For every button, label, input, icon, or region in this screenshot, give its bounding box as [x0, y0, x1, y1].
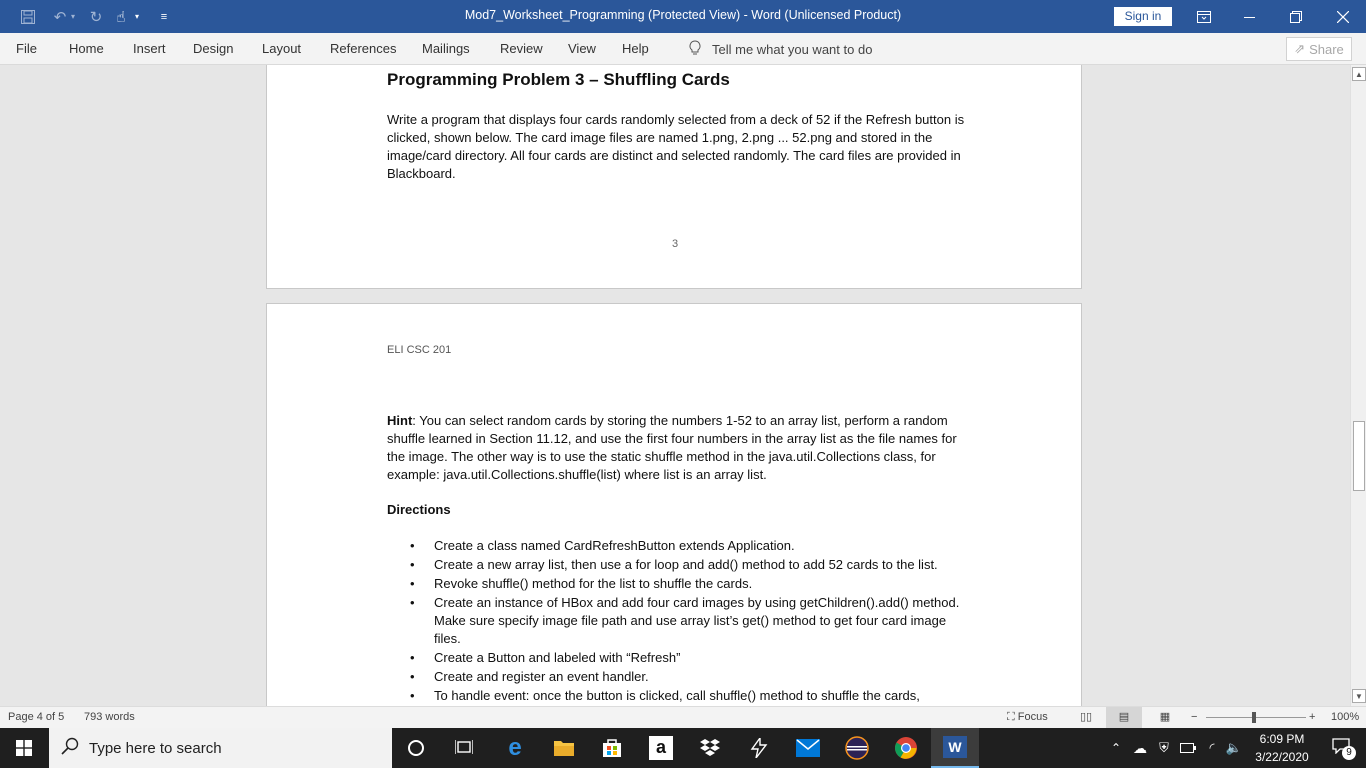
window-title: Mod7_Worksheet_Programming (Protected View) - Word (Unlicensed Product)	[464, 8, 902, 22]
title-bar	[0, 0, 1366, 33]
lightbulb-icon	[688, 40, 702, 59]
store-icon[interactable]	[588, 728, 636, 768]
print-layout-icon[interactable]: ▤	[1106, 707, 1142, 728]
list-item: • Create an instance of HBox and add four card images by using getChildren().add() method. Make sure specify image file path and use array list’s get() method to get four card image files.	[387, 594, 967, 648]
customize-toolbar-icon[interactable]: ≡	[160, 10, 168, 23]
problem-paragraph: Write a program that displays four cards randomly selected from a deck of 52 if the Refresh button is clicked, shown below. The card image files are named 1.png, 2.png ... 52.png and stored in the image/card directory. All four cards are distinct and selected randomly. The card files are provided in Blackboard.	[387, 112, 965, 181]
tab-insert[interactable]: Insert	[133, 41, 166, 56]
page-count[interactable]: Page 4 of 5	[8, 711, 65, 723]
battery-icon[interactable]	[1176, 728, 1200, 768]
share-label: Share	[1309, 41, 1344, 57]
scroll-up-icon[interactable]: ▲	[1352, 67, 1366, 81]
word-count[interactable]: 793 words	[84, 711, 135, 723]
tab-layout[interactable]: Layout	[262, 41, 302, 56]
ribbon-display-options-icon[interactable]	[1181, 0, 1227, 33]
page-4	[266, 303, 1082, 706]
directions-heading: Directions	[387, 502, 451, 517]
app-lightning-icon[interactable]	[735, 728, 783, 768]
list-item: • To handle event: once the button is clicked, call shuffle() method to shuffle the cards,	[387, 687, 967, 705]
search-icon	[61, 737, 79, 759]
edge-icon[interactable]: e	[508, 734, 522, 761]
show-hidden-icons-icon[interactable]: ⌃	[1110, 741, 1122, 755]
scroll-down-icon[interactable]: ▼	[1352, 689, 1366, 703]
task-view-icon[interactable]	[440, 728, 488, 768]
zoom-in-icon[interactable]: +	[1309, 711, 1316, 723]
cortana-icon[interactable]	[392, 728, 440, 768]
word-icon[interactable]: W	[931, 728, 979, 768]
focus-label: Focus	[1017, 711, 1048, 723]
read-mode-icon[interactable]: ▯▯	[1079, 711, 1093, 723]
taskbar-search-input[interactable]	[49, 728, 392, 768]
eclipse-icon[interactable]	[833, 728, 881, 768]
tab-home[interactable]: Home	[69, 41, 104, 56]
tell-me-search[interactable]	[688, 33, 872, 65]
security-icon[interactable]: ⛨	[1159, 740, 1169, 755]
focus-icon: ⛶	[1007, 711, 1015, 723]
ribbon	[0, 33, 1366, 65]
save-icon[interactable]	[14, 0, 42, 33]
zoom-level[interactable]: 100%	[1331, 711, 1360, 723]
onedrive-icon[interactable]: ☁	[1133, 739, 1147, 756]
page-3	[266, 65, 1082, 289]
share-button[interactable]	[1286, 37, 1352, 61]
page-number: 3	[671, 238, 679, 250]
touch-dropdown-icon[interactable]: ▾	[134, 12, 139, 21]
redo-icon[interactable]: ↻	[89, 8, 103, 26]
web-layout-icon[interactable]: ▦	[1159, 711, 1171, 723]
share-icon: ⇗	[1294, 41, 1306, 56]
tab-design[interactable]: Design	[193, 41, 234, 56]
zoom-slider-thumb[interactable]	[1252, 712, 1256, 723]
tab-view[interactable]: View	[568, 41, 596, 56]
clock-time: 6:09 PM	[1259, 732, 1305, 746]
mail-icon[interactable]	[784, 728, 832, 768]
list-item: • Revoke shuffle() method for the list to shuffle the cards.	[387, 575, 967, 593]
dropbox-icon[interactable]	[686, 728, 734, 768]
undo-icon[interactable]: ↶	[53, 8, 67, 26]
wifi-icon[interactable]: ◜	[1209, 740, 1215, 755]
hint-paragraph	[387, 412, 967, 484]
restore-icon[interactable]	[1273, 0, 1319, 33]
scroll-thumb[interactable]	[1353, 421, 1365, 491]
tell-me-label: Tell me what you want to do	[712, 41, 873, 57]
close-icon[interactable]	[1320, 0, 1366, 33]
volume-icon[interactable]: 🔈	[1225, 740, 1243, 755]
list-item: • Create a new array list, then use a for loop and add() method to add 52 cards to the list.	[387, 556, 967, 574]
document-canvas[interactable]	[0, 65, 1350, 706]
zoom-slider[interactable]	[1206, 717, 1306, 718]
touch-mode-icon[interactable]: ☝	[116, 8, 126, 26]
page-heading: Programming Problem 3 – Shuffling Cards	[387, 70, 730, 89]
zoom-out-icon[interactable]: −	[1191, 711, 1198, 723]
focus-button[interactable]	[1007, 707, 1057, 728]
undo-dropdown-icon[interactable]: ▾	[70, 12, 75, 21]
directions-list	[387, 537, 967, 706]
chrome-icon[interactable]	[882, 728, 930, 768]
taskbar	[0, 728, 1366, 768]
list-item: • Create a Button and labeled with “Refresh”	[387, 649, 967, 667]
system-clock[interactable]	[1244, 728, 1320, 768]
notification-badge: 9	[1342, 746, 1356, 760]
vertical-scrollbar[interactable]	[1350, 65, 1366, 706]
page-header: ELI CSC 201	[387, 344, 452, 356]
list-item: • Create and register an event handler.	[387, 668, 967, 686]
tab-review[interactable]: Review	[500, 41, 543, 56]
file-explorer-icon[interactable]	[540, 728, 588, 768]
action-center-icon[interactable]	[1318, 728, 1366, 768]
clock-date: 3/22/2020	[1255, 750, 1309, 764]
status-bar	[0, 706, 1366, 728]
hint-text: : You can select random cards by storing the numbers 1-52 to an array list, perform a random shuffle learned in Section 11.12, and use the first four numbers in the array list as the file names for the image. The other way is to use the static shuffle method in the java.util.Collections class, for example: java.util.Collections.shuffle(list) where list is an array list.	[387, 413, 957, 482]
amazon-icon[interactable]: a	[637, 728, 685, 768]
tab-file[interactable]: File	[16, 41, 37, 56]
windows-start-icon[interactable]	[0, 728, 48, 768]
tab-help[interactable]: Help	[622, 41, 649, 56]
tab-references[interactable]: References	[330, 41, 397, 56]
hint-label: Hint	[387, 413, 413, 428]
list-item: • Create a class named CardRefreshButton extends Application.	[387, 537, 967, 555]
sign-in-button[interactable]: Sign in	[1114, 7, 1172, 26]
minimize-icon[interactable]	[1227, 0, 1273, 33]
tab-mailings[interactable]: Mailings	[422, 41, 470, 56]
search-placeholder: Type here to search	[89, 739, 222, 757]
